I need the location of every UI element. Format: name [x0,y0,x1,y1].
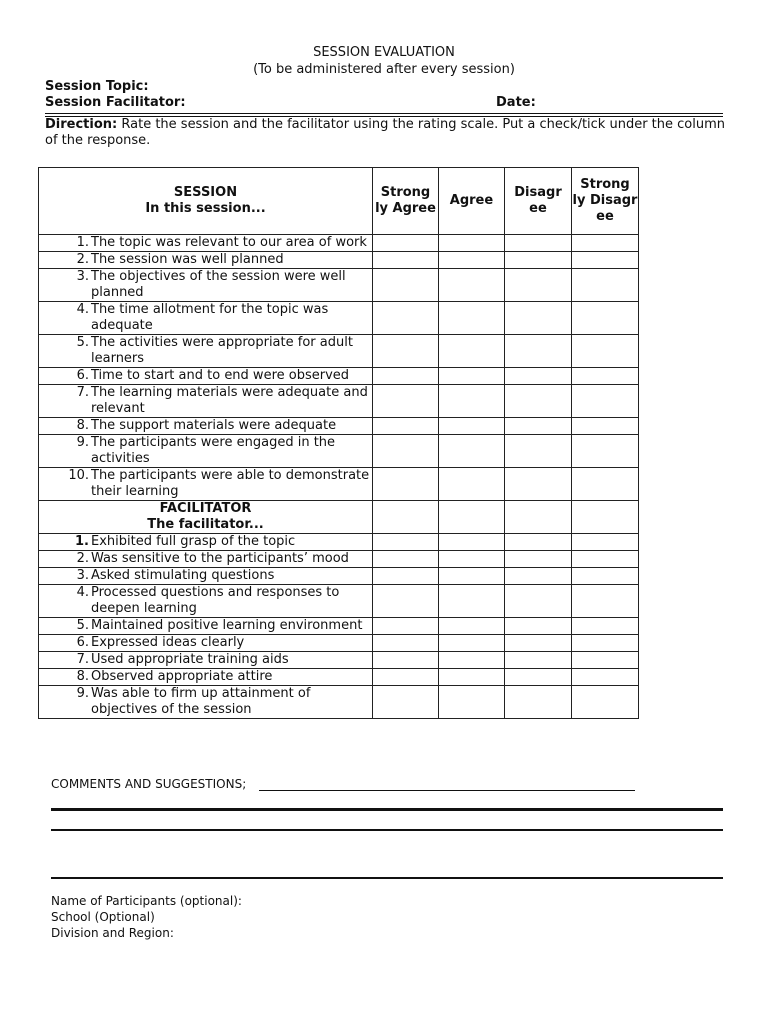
item-number: 6. [76,368,89,383]
rating-cell[interactable] [572,418,639,435]
rating-cell[interactable] [439,302,505,335]
direction-label: Direction: [45,117,118,132]
item-number: 7. [76,385,89,400]
rating-cell[interactable] [439,235,505,252]
item-text: The activities were appropriate for adult learners [91,335,353,366]
item-text: Observed appropriate attire [91,669,273,684]
item-number: 1. [76,235,89,250]
rating-cell[interactable] [439,652,505,669]
item-text: Maintained positive learning environment [91,618,363,633]
rating-cell[interactable] [505,302,572,335]
rating-cell[interactable] [505,235,572,252]
item-number: 9. [76,686,89,701]
comments-line-3[interactable] [51,877,723,879]
table-row [39,618,639,635]
rating-cell[interactable] [572,669,639,686]
rating-cell[interactable] [373,534,439,551]
item-number: 4. [76,302,89,317]
rating-cell[interactable] [439,368,505,385]
evaluation-table [38,167,639,719]
table-row [39,534,639,551]
rating-cell[interactable] [572,686,639,719]
item-cell [39,235,373,252]
rating-cell[interactable] [373,418,439,435]
rating-cell[interactable] [439,269,505,302]
rating-cell[interactable] [505,635,572,652]
item-cell [39,568,373,585]
rating-cell[interactable] [572,635,639,652]
item-cell [39,652,373,669]
item-text: The topic was relevant to our area of work [91,235,367,250]
rating-cell[interactable] [572,534,639,551]
item-text: Asked stimulating questions [91,568,275,583]
table-row [39,269,639,302]
col-disagree: Disagr ee [505,168,572,235]
rating-cell[interactable] [439,618,505,635]
item-cell [39,418,373,435]
rating-cell[interactable] [373,686,439,719]
item-text: Was able to firm up attainment of objectives of the session [91,686,311,717]
item-number: 2. [76,252,89,267]
item-cell [39,669,373,686]
table-row [39,302,639,335]
comments-line-2[interactable] [51,829,723,831]
table-header-row [39,168,639,235]
item-cell [39,302,373,335]
item-number: 2. [76,551,89,566]
item-text: The learning materials were adequate and relevant [91,385,368,416]
rating-cell[interactable] [572,585,639,618]
date-label: Date: [496,95,536,110]
form-title: SESSION EVALUATION [313,45,455,60]
header-divider-top [45,113,723,114]
item-cell [39,534,373,551]
item-number: 1. [75,534,89,549]
rating-cell[interactable] [439,585,505,618]
division-label: Division and Region: [51,926,174,940]
item-number: 10. [68,468,89,483]
col-agree: Agree [439,168,505,235]
rating-cell[interactable] [505,551,572,568]
table-row [39,368,639,385]
facilitator-section-row [39,501,639,534]
item-number: 8. [76,418,89,433]
item-text: The participants were able to demonstrate their learning [91,468,370,499]
item-cell [39,686,373,719]
rating-cell[interactable] [505,269,572,302]
comments-input-line[interactable] [259,790,635,791]
item-cell [39,335,373,368]
table-row [39,385,639,418]
session-facilitator-label: Session Facilitator: [45,95,186,110]
table-row [39,568,639,585]
rating-cell[interactable] [373,585,439,618]
rating-cell[interactable] [373,368,439,385]
rating-cell[interactable] [572,618,639,635]
rating-cell[interactable] [373,501,439,534]
table-row [39,335,639,368]
rating-cell[interactable] [439,468,505,501]
item-text: Time to start and to end were observed [91,368,350,383]
table-row [39,686,639,719]
rating-cell[interactable] [373,252,439,269]
table-row [39,585,639,618]
rating-cell[interactable] [373,568,439,585]
item-text: The support materials were adequate [91,418,337,433]
item-cell [39,618,373,635]
item-text: Exhibited full grasp of the topic [91,534,296,549]
rating-cell[interactable] [439,418,505,435]
session-topic-label: Session Topic: [45,79,149,94]
rating-cell[interactable] [572,652,639,669]
rating-cell[interactable] [439,252,505,269]
rating-cell[interactable] [439,435,505,468]
rating-cell[interactable] [373,385,439,418]
rating-cell[interactable] [572,269,639,302]
rating-cell[interactable] [373,669,439,686]
rating-cell[interactable] [572,368,639,385]
item-number: 5. [76,335,89,350]
direction-text [45,117,725,149]
item-text: The time allotment for the topic was adequate [91,302,329,333]
rating-cell[interactable] [505,568,572,585]
table-row [39,635,639,652]
rating-cell[interactable] [373,269,439,302]
item-cell [39,385,373,418]
rating-cell[interactable] [572,435,639,468]
rating-cell[interactable] [505,335,572,368]
rating-cell[interactable] [505,585,572,618]
rating-cell[interactable] [572,335,639,368]
rating-cell[interactable] [505,418,572,435]
item-cell [39,368,373,385]
rating-cell[interactable] [572,551,639,568]
comments-line-1[interactable] [51,808,723,811]
item-number: 9. [76,435,89,450]
rating-cell[interactable] [439,551,505,568]
item-number: 3. [76,568,89,583]
rating-cell[interactable] [439,669,505,686]
item-number: 3. [76,269,89,284]
table-row [39,551,639,568]
facilitator-section-header: FACILITATOR The facilitator... [39,501,373,534]
rating-cell[interactable] [572,568,639,585]
rating-cell[interactable] [505,252,572,269]
rating-cell[interactable] [439,686,505,719]
rating-cell[interactable] [373,551,439,568]
item-cell [39,269,373,302]
rating-cell[interactable] [572,302,639,335]
rating-cell[interactable] [505,652,572,669]
item-text: The session was well planned [91,252,284,267]
participants-label: Name of Participants (optional): [51,894,242,908]
rating-cell[interactable] [373,635,439,652]
rating-cell[interactable] [505,534,572,551]
table-row [39,669,639,686]
rating-cell[interactable] [439,335,505,368]
item-cell [39,252,373,269]
item-number: 7. [76,652,89,667]
rating-cell[interactable] [572,235,639,252]
item-text: Was sensitive to the participants’ mood [91,551,349,566]
item-number: 4. [76,585,89,600]
form-subtitle: (To be administered after every session) [253,62,515,77]
rating-cell[interactable] [373,652,439,669]
table-row [39,235,639,252]
rating-cell[interactable] [373,468,439,501]
rating-cell[interactable] [572,468,639,501]
facilitator-items [39,534,639,719]
table-row [39,468,639,501]
rating-cell[interactable] [572,501,639,534]
direction-body: Rate the session and the facilitator using the rating scale. Put a check/tick under the column of the response. [45,117,725,148]
rating-cell[interactable] [373,335,439,368]
item-cell [39,468,373,501]
table-row [39,435,639,468]
item-text: Used appropriate training aids [91,652,289,667]
col-strongly-agree: Strong ly Agree [373,168,439,235]
rating-cell[interactable] [439,501,505,534]
item-cell [39,551,373,568]
rating-cell[interactable] [505,501,572,534]
rating-cell[interactable] [373,435,439,468]
item-cell [39,585,373,618]
rating-cell[interactable] [505,368,572,385]
rating-cell[interactable] [505,618,572,635]
table-row [39,252,639,269]
rating-cell[interactable] [505,686,572,719]
item-number: 5. [76,618,89,633]
rating-cell[interactable] [439,534,505,551]
rating-cell[interactable] [505,468,572,501]
rating-cell[interactable] [373,235,439,252]
rating-cell[interactable] [439,568,505,585]
rating-cell[interactable] [572,252,639,269]
session-column-header: SESSION In this session... [39,168,373,235]
item-text: Expressed ideas clearly [91,635,245,650]
rating-cell[interactable] [572,385,639,418]
item-number: 8. [76,669,89,684]
rating-cell[interactable] [439,635,505,652]
school-label: School (Optional) [51,910,155,924]
item-cell [39,635,373,652]
item-number: 6. [76,635,89,650]
rating-cell[interactable] [505,435,572,468]
rating-cell[interactable] [373,618,439,635]
rating-cell[interactable] [505,669,572,686]
item-cell [39,435,373,468]
table-row [39,418,639,435]
rating-cell[interactable] [439,385,505,418]
item-text: The objectives of the session were well planned [91,269,346,300]
rating-cell[interactable] [505,385,572,418]
col-strongly-disagree: Strong ly Disagr ee [572,168,639,235]
table-row [39,652,639,669]
item-text: The participants were engaged in the activities [91,435,336,466]
item-text: Processed questions and responses to deepen learning [91,585,340,616]
comments-label: COMMENTS AND SUGGESTIONS; [51,777,247,791]
session-items [39,235,639,501]
rating-cell[interactable] [373,302,439,335]
